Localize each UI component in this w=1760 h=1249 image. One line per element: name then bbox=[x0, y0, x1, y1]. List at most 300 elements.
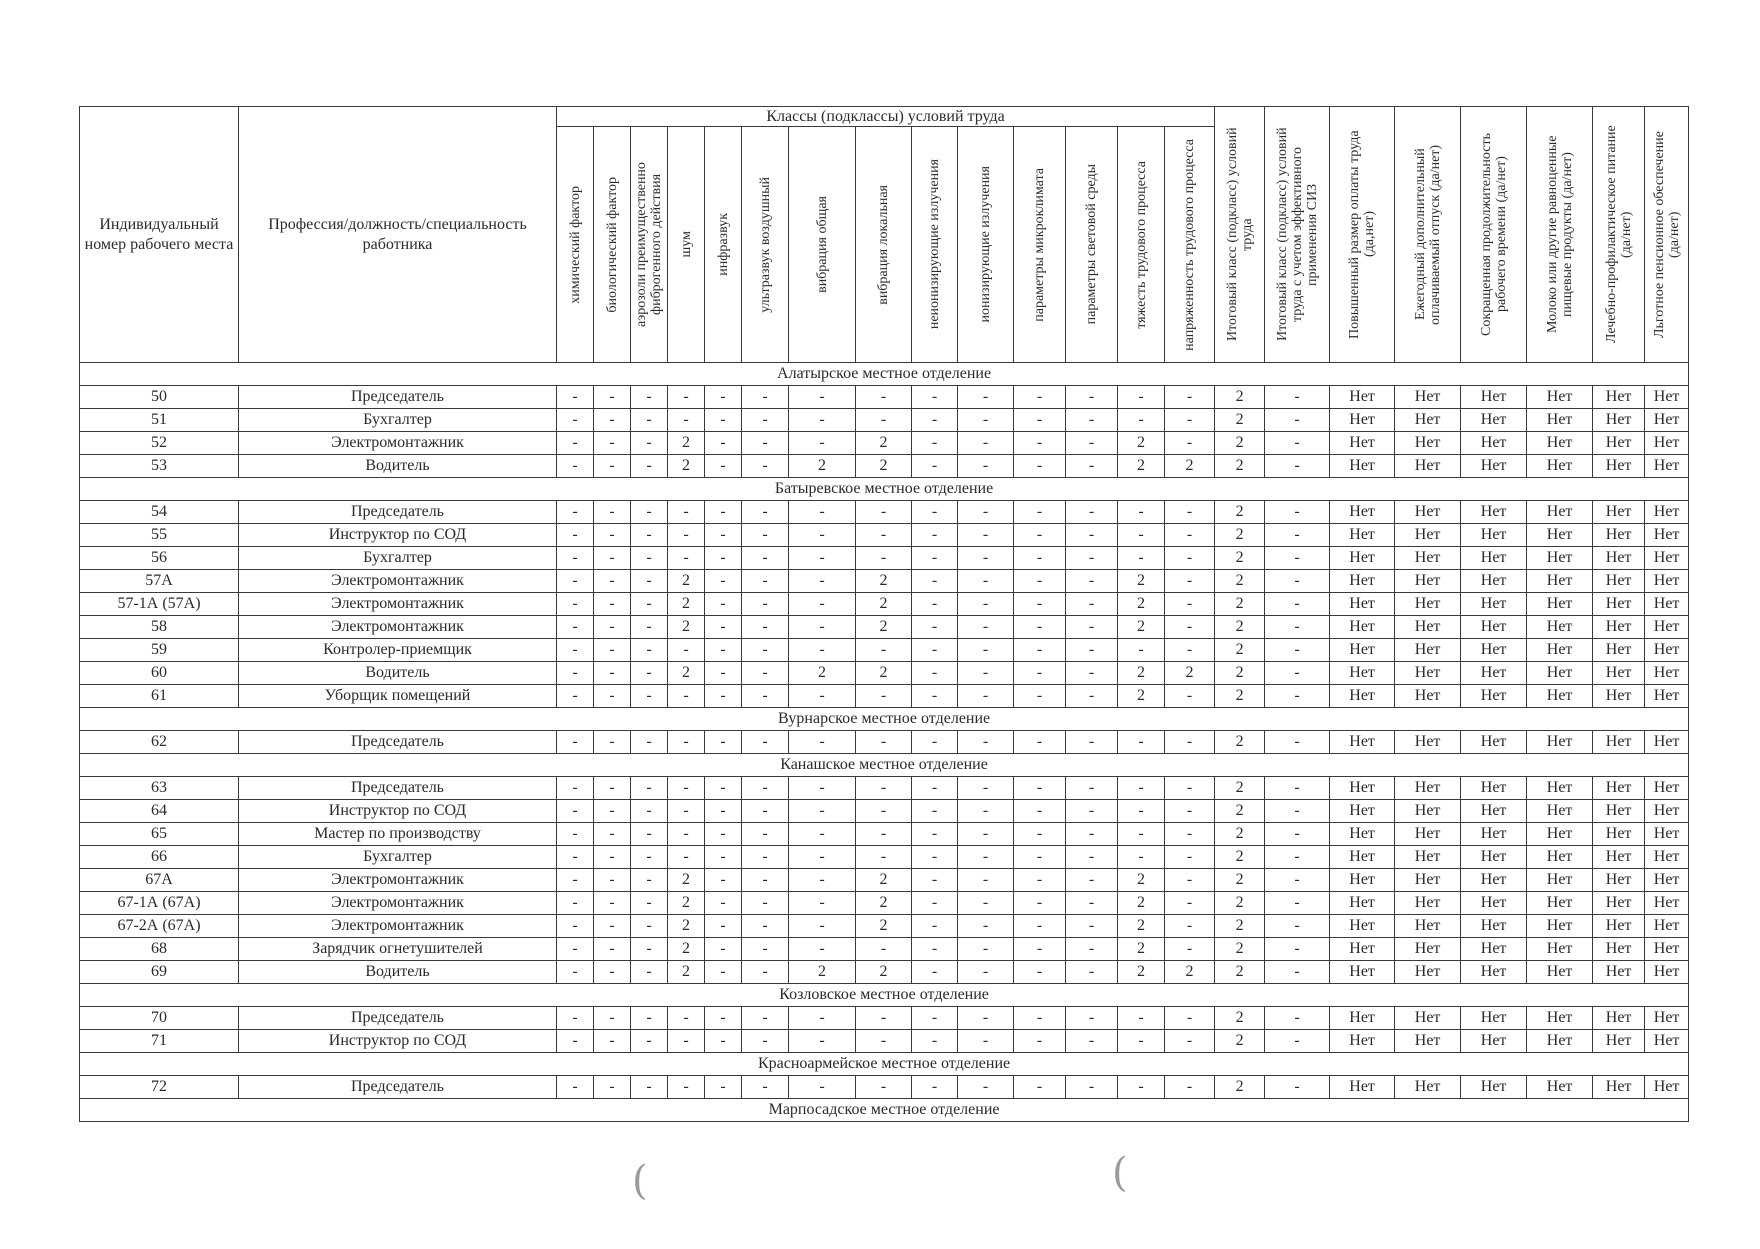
factor-cell: - bbox=[912, 1030, 958, 1053]
factor-cell: - bbox=[856, 823, 912, 846]
factor-cell: - bbox=[705, 961, 742, 984]
factor-cell: - bbox=[594, 731, 631, 754]
factor-cell: - bbox=[594, 869, 631, 892]
factor-cell: - bbox=[789, 938, 856, 961]
guarantee-cell: Нет bbox=[1645, 455, 1689, 478]
factor-cell: - bbox=[789, 616, 856, 639]
guarantee-cell: Нет bbox=[1527, 386, 1593, 409]
factor-cell: 2 bbox=[856, 915, 912, 938]
header-factor: параметры световой среды bbox=[1066, 127, 1118, 363]
factor-cell: - bbox=[631, 777, 668, 800]
guarantee-cell: Нет bbox=[1395, 662, 1461, 685]
factor-cell: - bbox=[705, 662, 742, 685]
profession-cell: Водитель bbox=[239, 662, 557, 685]
guarantee-cell: Нет bbox=[1645, 662, 1689, 685]
factor-cell: - bbox=[856, 639, 912, 662]
factor-cell: - bbox=[594, 846, 631, 869]
guarantee-cell: Нет bbox=[1593, 639, 1645, 662]
guarantee-cell: Нет bbox=[1527, 846, 1593, 869]
factor-cell: - bbox=[594, 570, 631, 593]
factor-cell: - bbox=[1165, 593, 1215, 616]
factor-cell: - bbox=[1014, 731, 1066, 754]
factor-cell: - bbox=[668, 524, 705, 547]
guarantee-cell: Нет bbox=[1395, 915, 1461, 938]
factor-cell: - bbox=[557, 593, 594, 616]
factor-cell: - bbox=[557, 455, 594, 478]
factor-cell: 2 bbox=[856, 892, 912, 915]
workplace-no-cell: 69 bbox=[80, 961, 239, 984]
factor-cell: - bbox=[1014, 1030, 1066, 1053]
factor-cell: - bbox=[557, 432, 594, 455]
header-guarantee: Льготное пенсионное обеспечение (да/нет) bbox=[1645, 107, 1689, 363]
factor-cell: - bbox=[1165, 409, 1215, 432]
profession-cell: Инструктор по СОД bbox=[239, 524, 557, 547]
factor-cell: - bbox=[631, 869, 668, 892]
factor-cell: - bbox=[594, 938, 631, 961]
factor-cell: - bbox=[958, 846, 1014, 869]
table-row bbox=[80, 547, 1689, 570]
factor-cell: - bbox=[631, 432, 668, 455]
factor-cell: 2 bbox=[668, 915, 705, 938]
total-class-cell: 2 bbox=[1215, 662, 1265, 685]
factor-cell: - bbox=[1014, 570, 1066, 593]
factor-cell: - bbox=[958, 938, 1014, 961]
guarantee-cell: Нет bbox=[1527, 524, 1593, 547]
guarantee-cell: Нет bbox=[1645, 639, 1689, 662]
factor-cell: - bbox=[789, 823, 856, 846]
guarantee-cell: Нет bbox=[1330, 455, 1395, 478]
factor-cell: - bbox=[789, 386, 856, 409]
guarantee-cell: Нет bbox=[1461, 616, 1527, 639]
factor-cell: - bbox=[742, 547, 789, 570]
binder-hole-mark: ( bbox=[632, 1158, 648, 1204]
factor-cell: - bbox=[856, 524, 912, 547]
factor-cell: - bbox=[631, 547, 668, 570]
factor-cell: - bbox=[1014, 685, 1066, 708]
factor-cell: - bbox=[856, 1076, 912, 1099]
factor-cell: 2 bbox=[1118, 455, 1165, 478]
factor-cell: - bbox=[1066, 938, 1118, 961]
total-class-siz-cell: - bbox=[1265, 524, 1330, 547]
factor-cell: - bbox=[958, 455, 1014, 478]
factor-cell: - bbox=[631, 800, 668, 823]
section-row bbox=[80, 984, 1689, 1007]
total-class-siz-cell: - bbox=[1265, 409, 1330, 432]
factor-cell: - bbox=[668, 1030, 705, 1053]
guarantee-cell: Нет bbox=[1395, 455, 1461, 478]
factor-cell: - bbox=[705, 731, 742, 754]
guarantee-cell: Нет bbox=[1593, 547, 1645, 570]
factor-cell: - bbox=[789, 731, 856, 754]
factor-cell: - bbox=[594, 616, 631, 639]
factor-cell: - bbox=[594, 662, 631, 685]
factor-cell: - bbox=[856, 685, 912, 708]
total-class-cell: 2 bbox=[1215, 639, 1265, 662]
factor-cell: - bbox=[1066, 639, 1118, 662]
factor-cell: - bbox=[912, 961, 958, 984]
workplace-no-cell: 52 bbox=[80, 432, 239, 455]
factor-cell: - bbox=[1066, 1030, 1118, 1053]
guarantee-cell: Нет bbox=[1527, 731, 1593, 754]
header-classes-group: Классы (подклассы) условий труда bbox=[557, 107, 1215, 127]
factor-cell: - bbox=[912, 731, 958, 754]
factor-cell: - bbox=[789, 869, 856, 892]
total-class-siz-cell: - bbox=[1265, 570, 1330, 593]
factor-cell: - bbox=[594, 524, 631, 547]
factor-cell: - bbox=[912, 455, 958, 478]
table-row bbox=[80, 685, 1689, 708]
table-row bbox=[80, 386, 1689, 409]
guarantee-cell: Нет bbox=[1461, 800, 1527, 823]
guarantee-cell: Нет bbox=[1527, 501, 1593, 524]
total-class-cell: 2 bbox=[1215, 938, 1265, 961]
factor-cell: - bbox=[1118, 777, 1165, 800]
factor-cell: 2 bbox=[668, 593, 705, 616]
table-row bbox=[80, 616, 1689, 639]
factor-cell: - bbox=[912, 616, 958, 639]
profession-cell: Бухгалтер bbox=[239, 846, 557, 869]
factor-cell: - bbox=[958, 961, 1014, 984]
factor-cell: - bbox=[742, 570, 789, 593]
guarantee-cell: Нет bbox=[1330, 547, 1395, 570]
factor-cell: - bbox=[1014, 777, 1066, 800]
factor-cell: - bbox=[1165, 892, 1215, 915]
table-row bbox=[80, 432, 1689, 455]
guarantee-cell: Нет bbox=[1330, 846, 1395, 869]
factor-cell: - bbox=[594, 1076, 631, 1099]
header-factor: вибрация локальная bbox=[856, 127, 912, 363]
factor-cell: - bbox=[912, 593, 958, 616]
factor-cell: - bbox=[1118, 1030, 1165, 1053]
total-class-cell: 2 bbox=[1215, 777, 1265, 800]
table-row bbox=[80, 524, 1689, 547]
guarantee-cell: Нет bbox=[1395, 1030, 1461, 1053]
factor-cell: - bbox=[789, 685, 856, 708]
factor-cell: 2 bbox=[856, 455, 912, 478]
factor-cell: 2 bbox=[1118, 593, 1165, 616]
guarantee-cell: Нет bbox=[1461, 731, 1527, 754]
guarantee-cell: Нет bbox=[1527, 432, 1593, 455]
guarantee-cell: Нет bbox=[1395, 823, 1461, 846]
factor-cell: - bbox=[1165, 547, 1215, 570]
factor-cell: - bbox=[1066, 731, 1118, 754]
table-row bbox=[80, 892, 1689, 915]
guarantee-cell: Нет bbox=[1330, 639, 1395, 662]
guarantee-cell: Нет bbox=[1330, 1076, 1395, 1099]
table-row bbox=[80, 823, 1689, 846]
factor-cell: - bbox=[1066, 593, 1118, 616]
factor-cell: - bbox=[912, 432, 958, 455]
factor-cell: - bbox=[742, 593, 789, 616]
factor-cell: - bbox=[912, 501, 958, 524]
guarantee-cell: Нет bbox=[1593, 731, 1645, 754]
guarantee-cell: Нет bbox=[1645, 409, 1689, 432]
total-class-cell: 2 bbox=[1215, 593, 1265, 616]
header-guarantee: Ежегодный дополнительный оплачиваемый отпуск (да/нет) bbox=[1395, 107, 1461, 363]
factor-cell: - bbox=[1165, 501, 1215, 524]
profession-cell: Мастер по производству bbox=[239, 823, 557, 846]
factor-cell: - bbox=[856, 938, 912, 961]
factor-cell: - bbox=[1165, 846, 1215, 869]
factor-cell: - bbox=[1066, 892, 1118, 915]
guarantee-cell: Нет bbox=[1593, 938, 1645, 961]
profession-cell: Инструктор по СОД bbox=[239, 800, 557, 823]
guarantee-cell: Нет bbox=[1330, 1007, 1395, 1030]
factor-cell: 2 bbox=[668, 432, 705, 455]
factor-cell: - bbox=[1066, 961, 1118, 984]
header-factor: шум bbox=[668, 127, 705, 363]
factor-cell: - bbox=[1066, 662, 1118, 685]
factor-cell: - bbox=[742, 616, 789, 639]
guarantee-cell: Нет bbox=[1593, 570, 1645, 593]
table-row bbox=[80, 570, 1689, 593]
workplace-no-cell: 50 bbox=[80, 386, 239, 409]
header-factor: биологический фактор bbox=[594, 127, 631, 363]
profession-cell: Электромонтажник bbox=[239, 593, 557, 616]
header-factor: тяжесть трудового процесса bbox=[1118, 127, 1165, 363]
guarantee-cell: Нет bbox=[1330, 662, 1395, 685]
guarantee-cell: Нет bbox=[1461, 869, 1527, 892]
profession-cell: Уборщик помещений bbox=[239, 685, 557, 708]
factor-cell: - bbox=[631, 938, 668, 961]
factor-cell: - bbox=[1118, 800, 1165, 823]
factor-cell: - bbox=[789, 639, 856, 662]
factor-cell: - bbox=[1066, 524, 1118, 547]
factor-cell: - bbox=[912, 869, 958, 892]
guarantee-cell: Нет bbox=[1527, 616, 1593, 639]
factor-cell: - bbox=[1014, 593, 1066, 616]
factor-cell: - bbox=[1014, 892, 1066, 915]
guarantee-cell: Нет bbox=[1645, 616, 1689, 639]
factor-cell: 2 bbox=[1118, 432, 1165, 455]
factor-cell: - bbox=[1118, 1007, 1165, 1030]
guarantee-cell: Нет bbox=[1593, 386, 1645, 409]
profession-cell: Электромонтажник bbox=[239, 915, 557, 938]
factor-cell: - bbox=[1014, 869, 1066, 892]
factor-cell: - bbox=[1066, 432, 1118, 455]
factor-cell: - bbox=[705, 1030, 742, 1053]
factor-cell: - bbox=[705, 593, 742, 616]
total-class-siz-cell: - bbox=[1265, 501, 1330, 524]
factor-cell: 2 bbox=[856, 570, 912, 593]
guarantee-cell: Нет bbox=[1645, 823, 1689, 846]
factor-cell: - bbox=[557, 547, 594, 570]
guarantee-cell: Нет bbox=[1330, 823, 1395, 846]
section-title: Вурнарское местное отделение bbox=[80, 708, 1689, 731]
header-total-class-siz: Итоговый класс (подкласс) условий труда с учетом эффективного применения СИЗ bbox=[1265, 107, 1330, 363]
workplace-no-cell: 67-1А (67А) bbox=[80, 892, 239, 915]
factor-cell: 2 bbox=[856, 432, 912, 455]
factor-cell: - bbox=[705, 547, 742, 570]
guarantee-cell: Нет bbox=[1645, 593, 1689, 616]
workplace-no-cell: 71 bbox=[80, 1030, 239, 1053]
factor-cell: 2 bbox=[668, 455, 705, 478]
factor-cell: - bbox=[631, 1030, 668, 1053]
factor-cell: - bbox=[1014, 662, 1066, 685]
factor-cell: - bbox=[1118, 386, 1165, 409]
guarantee-cell: Нет bbox=[1461, 1007, 1527, 1030]
factor-cell: - bbox=[742, 662, 789, 685]
total-class-cell: 2 bbox=[1215, 892, 1265, 915]
table-row bbox=[80, 777, 1689, 800]
factor-cell: - bbox=[557, 961, 594, 984]
section-title: Алатырское местное отделение bbox=[80, 363, 1689, 386]
factor-cell: - bbox=[789, 524, 856, 547]
profession-cell: Председатель bbox=[239, 731, 557, 754]
factor-cell: 2 bbox=[1118, 892, 1165, 915]
guarantee-cell: Нет bbox=[1461, 1076, 1527, 1099]
factor-cell: - bbox=[742, 823, 789, 846]
factor-cell: - bbox=[742, 409, 789, 432]
guarantee-cell: Нет bbox=[1527, 639, 1593, 662]
total-class-siz-cell: - bbox=[1265, 892, 1330, 915]
guarantee-cell: Нет bbox=[1395, 409, 1461, 432]
section-row bbox=[80, 754, 1689, 777]
table-row bbox=[80, 1030, 1689, 1053]
factor-cell: - bbox=[958, 1076, 1014, 1099]
factor-cell: - bbox=[1066, 570, 1118, 593]
total-class-siz-cell: - bbox=[1265, 915, 1330, 938]
guarantee-cell: Нет bbox=[1461, 685, 1527, 708]
factor-cell: - bbox=[958, 685, 1014, 708]
factor-cell: 2 bbox=[1118, 685, 1165, 708]
guarantee-cell: Нет bbox=[1395, 593, 1461, 616]
factor-cell: - bbox=[789, 1030, 856, 1053]
factor-cell: 2 bbox=[668, 869, 705, 892]
guarantee-cell: Нет bbox=[1593, 662, 1645, 685]
total-class-cell: 2 bbox=[1215, 823, 1265, 846]
factor-cell: - bbox=[856, 1007, 912, 1030]
factor-cell: - bbox=[631, 593, 668, 616]
factor-cell: - bbox=[912, 823, 958, 846]
factor-cell: - bbox=[705, 386, 742, 409]
factor-cell: 2 bbox=[668, 938, 705, 961]
factor-cell: - bbox=[705, 777, 742, 800]
factor-cell: - bbox=[856, 731, 912, 754]
factor-cell: - bbox=[631, 685, 668, 708]
factor-cell: - bbox=[1066, 915, 1118, 938]
factor-cell: - bbox=[742, 685, 789, 708]
factor-cell: - bbox=[557, 1030, 594, 1053]
factor-cell: - bbox=[557, 777, 594, 800]
guarantee-cell: Нет bbox=[1461, 409, 1527, 432]
factor-cell: - bbox=[856, 846, 912, 869]
workplace-no-cell: 68 bbox=[80, 938, 239, 961]
total-class-cell: 2 bbox=[1215, 846, 1265, 869]
guarantee-cell: Нет bbox=[1395, 501, 1461, 524]
guarantee-cell: Нет bbox=[1645, 386, 1689, 409]
guarantee-cell: Нет bbox=[1593, 892, 1645, 915]
guarantee-cell: Нет bbox=[1461, 961, 1527, 984]
factor-cell: - bbox=[742, 524, 789, 547]
factor-cell: - bbox=[631, 823, 668, 846]
guarantee-cell: Нет bbox=[1645, 524, 1689, 547]
factor-cell: - bbox=[705, 869, 742, 892]
factor-cell: - bbox=[594, 777, 631, 800]
factor-cell: - bbox=[912, 639, 958, 662]
factor-cell: - bbox=[912, 1076, 958, 1099]
factor-cell: - bbox=[856, 501, 912, 524]
guarantee-cell: Нет bbox=[1330, 685, 1395, 708]
header-total-class: Итоговый класс (подкласс) условий труда bbox=[1215, 107, 1265, 363]
factor-cell: - bbox=[594, 386, 631, 409]
factor-cell: - bbox=[557, 1007, 594, 1030]
guarantee-cell: Нет bbox=[1395, 639, 1461, 662]
guarantee-cell: Нет bbox=[1395, 1076, 1461, 1099]
profession-cell: Электромонтажник bbox=[239, 616, 557, 639]
factor-cell: - bbox=[789, 547, 856, 570]
guarantee-cell: Нет bbox=[1645, 961, 1689, 984]
guarantee-cell: Нет bbox=[1527, 869, 1593, 892]
profession-cell: Председатель bbox=[239, 1076, 557, 1099]
header-guarantee: Лечебно-профилактическое питание (да/нет) bbox=[1593, 107, 1645, 363]
factor-cell: - bbox=[594, 892, 631, 915]
factor-cell: - bbox=[856, 777, 912, 800]
factor-cell: - bbox=[742, 432, 789, 455]
total-class-cell: 2 bbox=[1215, 961, 1265, 984]
factor-cell: - bbox=[958, 547, 1014, 570]
guarantee-cell: Нет bbox=[1593, 777, 1645, 800]
factor-cell: - bbox=[1165, 915, 1215, 938]
factor-cell: - bbox=[1066, 777, 1118, 800]
profession-cell: Водитель bbox=[239, 455, 557, 478]
factor-cell: 2 bbox=[1118, 616, 1165, 639]
factor-cell: - bbox=[1118, 409, 1165, 432]
table-row bbox=[80, 846, 1689, 869]
factor-cell: 2 bbox=[856, 616, 912, 639]
workplace-no-cell: 61 bbox=[80, 685, 239, 708]
factor-cell: 2 bbox=[789, 662, 856, 685]
total-class-cell: 2 bbox=[1215, 409, 1265, 432]
profession-cell: Председатель bbox=[239, 501, 557, 524]
factor-cell: - bbox=[668, 1007, 705, 1030]
table-row bbox=[80, 915, 1689, 938]
factor-cell: - bbox=[742, 892, 789, 915]
total-class-siz-cell: - bbox=[1265, 685, 1330, 708]
factor-cell: - bbox=[1165, 938, 1215, 961]
header-factor: аэрозоли преимущественно фиброгенного действия bbox=[631, 127, 668, 363]
guarantee-cell: Нет bbox=[1527, 455, 1593, 478]
factor-cell: - bbox=[1118, 731, 1165, 754]
section-row bbox=[80, 363, 1689, 386]
factor-cell: - bbox=[1118, 547, 1165, 570]
total-class-cell: 2 bbox=[1215, 1030, 1265, 1053]
factor-cell: - bbox=[705, 432, 742, 455]
factor-cell: - bbox=[742, 915, 789, 938]
factor-cell: - bbox=[668, 777, 705, 800]
profession-cell: Председатель bbox=[239, 386, 557, 409]
factor-cell: - bbox=[594, 1007, 631, 1030]
factor-cell: - bbox=[631, 639, 668, 662]
factor-cell: - bbox=[1165, 432, 1215, 455]
factor-cell: - bbox=[912, 915, 958, 938]
factor-cell: - bbox=[742, 1030, 789, 1053]
guarantee-cell: Нет bbox=[1645, 547, 1689, 570]
factor-cell: - bbox=[594, 547, 631, 570]
total-class-siz-cell: - bbox=[1265, 639, 1330, 662]
factor-cell: - bbox=[958, 892, 1014, 915]
factor-cell: - bbox=[631, 892, 668, 915]
workplace-no-cell: 56 bbox=[80, 547, 239, 570]
guarantee-cell: Нет bbox=[1593, 501, 1645, 524]
factor-cell: - bbox=[1014, 547, 1066, 570]
factor-cell: - bbox=[705, 915, 742, 938]
header-factor: инфразвук bbox=[705, 127, 742, 363]
factor-cell: - bbox=[557, 685, 594, 708]
factor-cell: - bbox=[594, 823, 631, 846]
factor-cell: 2 bbox=[668, 892, 705, 915]
factor-cell: - bbox=[1118, 501, 1165, 524]
